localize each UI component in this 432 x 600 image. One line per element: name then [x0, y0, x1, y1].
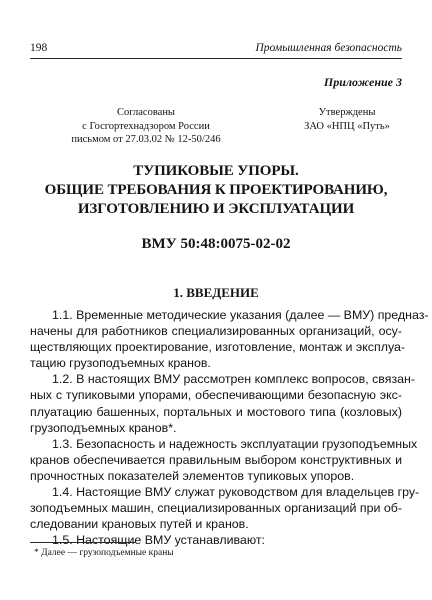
document-title-line: ИЗГОТОВЛЕНИЮ И ЭКСПЛУАТАЦИИ: [77, 201, 355, 217]
approved-by-block: [30, 106, 262, 147]
paragraph-line: плуатацию башенных, портальных и мостового типа (козловых): [30, 404, 402, 419]
paragraph: [30, 436, 418, 484]
document-title: [0, 162, 432, 219]
paragraph: [30, 371, 415, 435]
paragraph: [30, 484, 420, 532]
page-number: 198: [30, 42, 48, 54]
paragraph-line: 1.4. Настоящие ВМУ служат руководством для владельцев гру-: [52, 485, 420, 500]
paragraph-line: ных с тупиковыми упорами, обеспечивающими безопасную экс-: [30, 388, 402, 403]
paragraph-line: ществляющих проектирование, изготовление, монтаж и эксплуа-: [30, 340, 406, 355]
confirmed-by-line: ЗАО «НПЦ «Путь»: [304, 120, 390, 132]
document-title-line: ТУПИКОВЫЕ УПОРЫ.: [133, 163, 299, 179]
paragraph-line: кранов обеспечивается правильным выбором конструктивных и: [30, 452, 402, 467]
confirmed-by-line: Утверждены: [318, 107, 376, 118]
running-header: [30, 42, 402, 59]
paragraph-line: зоподъемных машин, специализированных организаций при об-: [30, 501, 402, 516]
approved-by-line: Согласованы: [117, 107, 175, 118]
section-heading: 1. ВВЕДЕНИЕ: [173, 285, 259, 300]
footnote: * Далее — грузоподъемные краны: [34, 548, 174, 558]
paragraph-line: прочностных показателей элементов тупиковых упоров.: [30, 468, 355, 483]
running-title: Промышленная безопасность: [255, 42, 402, 54]
paragraph-line: начены для работников специализированных организаций, осу-: [30, 324, 402, 339]
paragraph-line: 1.1. Временные методические указания (далее — ВМУ) предназ-: [52, 308, 429, 322]
paragraph-line: 1.3. Безопасность и надежность эксплуатации грузоподъемных: [52, 436, 418, 451]
paragraph: [30, 532, 402, 548]
paragraph-line: 1.5. Настоящие ВМУ устанавливают:: [52, 533, 265, 548]
footnote-divider: [30, 542, 136, 543]
confirmed-by-block: [292, 106, 402, 133]
paragraph-line: тацию грузоподъемных кранов.: [30, 356, 211, 371]
body-text: [30, 307, 429, 548]
document-title-line: ОБЩИЕ ТРЕБОВАНИЯ К ПРОЕКТИРОВАНИЮ,: [44, 182, 388, 198]
paragraph-line: следовании крановых путей и кранов.: [30, 517, 249, 532]
approved-by-line: с Госгортехнадзором России: [82, 120, 210, 132]
document-code: ВМУ 50:48:0075-02-02: [141, 236, 291, 252]
paragraph-line: грузоподъемных кранов*.: [30, 420, 177, 435]
approval-block: [30, 106, 402, 148]
approved-by-line: письмом от 27.03.02 № 12-50/246: [71, 134, 221, 145]
appendix-label: Приложение 3: [323, 75, 402, 89]
paragraph-line: 1.2. В настоящих ВМУ рассмотрен комплекс вопросов, связан-: [52, 372, 415, 387]
paragraph: [30, 307, 429, 371]
